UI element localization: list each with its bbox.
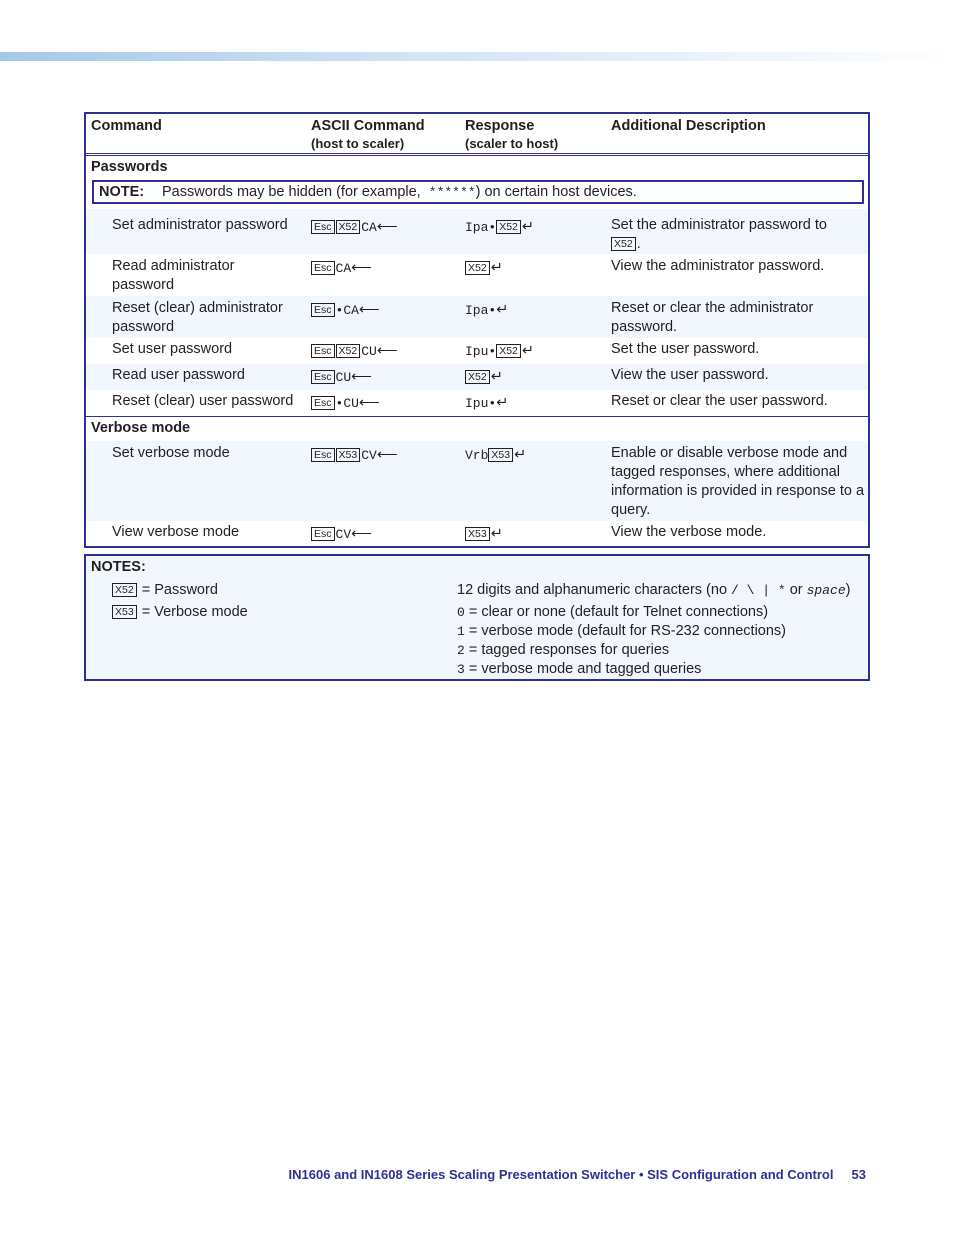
row-response: Vrb X53 ↵ (465, 447, 527, 463)
row-ascii: Esc X52 CA⟵ (311, 218, 398, 237)
table-row (86, 521, 868, 546)
row-command: Set user password (112, 341, 233, 357)
row-ascii: Esc X53 CV⟵ (311, 446, 398, 465)
row-command: Set verbose mode (112, 445, 230, 461)
esc-key-icon: Esc (311, 344, 335, 358)
table-row (86, 364, 868, 390)
row-ascii: Esc CA⟵ (311, 259, 372, 278)
left-arrow-icon: ⟵ (358, 302, 380, 318)
return-arrow-icon: ↵ (490, 526, 503, 542)
left-arrow-icon: ⟵ (358, 395, 380, 411)
x52-key-icon: X52 (465, 261, 490, 275)
footer-title: IN1606 and IN1608 Series Scaling Presentation Switcher • SIS Configuration and Control (288, 1167, 834, 1182)
sis-command-table (84, 112, 870, 548)
table-row (86, 390, 868, 416)
section-title-verbose: Verbose mode (91, 420, 191, 436)
left-arrow-icon: ⟵ (376, 343, 398, 359)
left-arrow-icon: ⟵ (351, 526, 372, 542)
note-box (92, 180, 864, 204)
page-footer (0, 1167, 866, 1182)
x53-key-icon: X53 (465, 527, 490, 541)
notes-x52-label: X52 = Password (112, 581, 218, 600)
table-row (86, 338, 868, 364)
esc-key-icon: Esc (311, 527, 335, 541)
row-response (465, 525, 503, 544)
row-description: Set the administrator password to X52 . (611, 217, 827, 252)
x52-key-icon: X52 (336, 220, 361, 234)
return-arrow-icon: ↵ (490, 260, 503, 276)
left-arrow-icon: ⟵ (376, 447, 398, 463)
page-number: 53 (851, 1167, 866, 1182)
left-arrow-icon: ⟵ (376, 219, 398, 235)
row-command: Read administrator password (112, 258, 235, 293)
header-ascii: ASCII Command (host to scaler) (311, 118, 425, 151)
table-header (86, 114, 868, 154)
return-arrow-icon: ↵ (496, 302, 509, 318)
header-response: Response (scaler to host) (465, 118, 559, 151)
notes-x53-label: X53 = Verbose mode (112, 603, 248, 622)
table-row (86, 441, 868, 521)
x52-key-icon: X52 (336, 344, 361, 358)
row-response: Ipu•↵ (465, 395, 509, 411)
row-description: View the user password. (611, 367, 769, 383)
row-response: Ipu• X52 ↵ (465, 343, 535, 359)
x52-key-icon: X52 (496, 344, 521, 358)
row-command: Set administrator password (112, 217, 288, 233)
row-response (465, 368, 503, 387)
table-row (86, 254, 868, 296)
row-ascii: Esc •CA⟵ (311, 301, 380, 320)
esc-key-icon: Esc (311, 448, 335, 462)
left-arrow-icon: ⟵ (351, 369, 372, 385)
row-ascii: Esc CU⟵ (311, 368, 372, 387)
header-description: Additional Description (611, 118, 766, 134)
header-divider (86, 153, 868, 156)
esc-key-icon: Esc (311, 370, 335, 384)
row-command: Reset (clear) administrator password (112, 300, 283, 335)
note-text: Passwords may be hidden (for example, ******) on certain host devices. (162, 184, 637, 200)
x52-key-icon: X52 (611, 237, 636, 251)
row-description: Set the user password. (611, 341, 760, 357)
row-ascii: Esc •CU⟵ (311, 394, 380, 413)
row-ascii: Esc X52 CU⟵ (311, 342, 398, 361)
notes-x53-value: 3 = verbose mode and tagged queries (457, 661, 702, 677)
row-command: View verbose mode (112, 524, 240, 540)
row-command: Reset (clear) user password (112, 393, 294, 409)
esc-key-icon: Esc (311, 303, 335, 317)
notes-title: NOTES: (91, 559, 146, 575)
esc-key-icon: Esc (311, 220, 335, 234)
notes-x53-value: 1 = verbose mode (default for RS-232 connections) (457, 623, 787, 639)
top-gradient-bar (0, 52, 954, 61)
return-arrow-icon: ↵ (490, 369, 503, 385)
esc-key-icon: Esc (311, 261, 335, 275)
table-row (86, 209, 868, 254)
x53-key-icon: X53 (112, 605, 137, 619)
section-divider (86, 416, 868, 417)
header-command: Command (91, 118, 162, 134)
x53-key-icon: X53 (336, 448, 361, 462)
table-row (86, 296, 868, 338)
notes-box (84, 554, 870, 681)
row-response: Ipa• X52 ↵ (465, 219, 535, 235)
note-label: NOTE: (99, 184, 145, 200)
left-arrow-icon: ⟵ (351, 260, 372, 276)
notes-x53-value: 2 = tagged responses for queries (457, 642, 670, 658)
x52-key-icon: X52 (112, 583, 137, 597)
row-description: Enable or disable verbose mode and tagged responses, where additional information is provided in response to a query. (611, 445, 865, 518)
section-title-passwords: Passwords (91, 159, 168, 175)
x53-key-icon: X53 (488, 448, 513, 462)
row-response: Ipa•↵ (465, 302, 509, 318)
notes-x53-value: 0 = clear or none (default for Telnet connections) (457, 604, 769, 620)
row-command: Read user password (112, 367, 245, 383)
return-arrow-icon: ↵ (521, 219, 535, 235)
row-description: Reset or clear the administrator password. (611, 300, 814, 335)
row-description: Reset or clear the user password. (611, 393, 828, 409)
notes-x52-description: 12 digits and alphanumeric characters (no / \ | * or space) (457, 582, 851, 598)
row-response (465, 259, 503, 278)
esc-key-icon: Esc (311, 396, 335, 410)
return-arrow-icon: ↵ (514, 447, 527, 463)
row-description: View the verbose mode. (611, 524, 767, 540)
row-description: View the administrator password. (611, 258, 825, 274)
return-arrow-icon: ↵ (496, 395, 509, 411)
return-arrow-icon: ↵ (521, 343, 535, 359)
x52-key-icon: X52 (496, 220, 521, 234)
x52-key-icon: X52 (465, 370, 490, 384)
row-ascii: Esc CV⟵ (311, 525, 372, 544)
